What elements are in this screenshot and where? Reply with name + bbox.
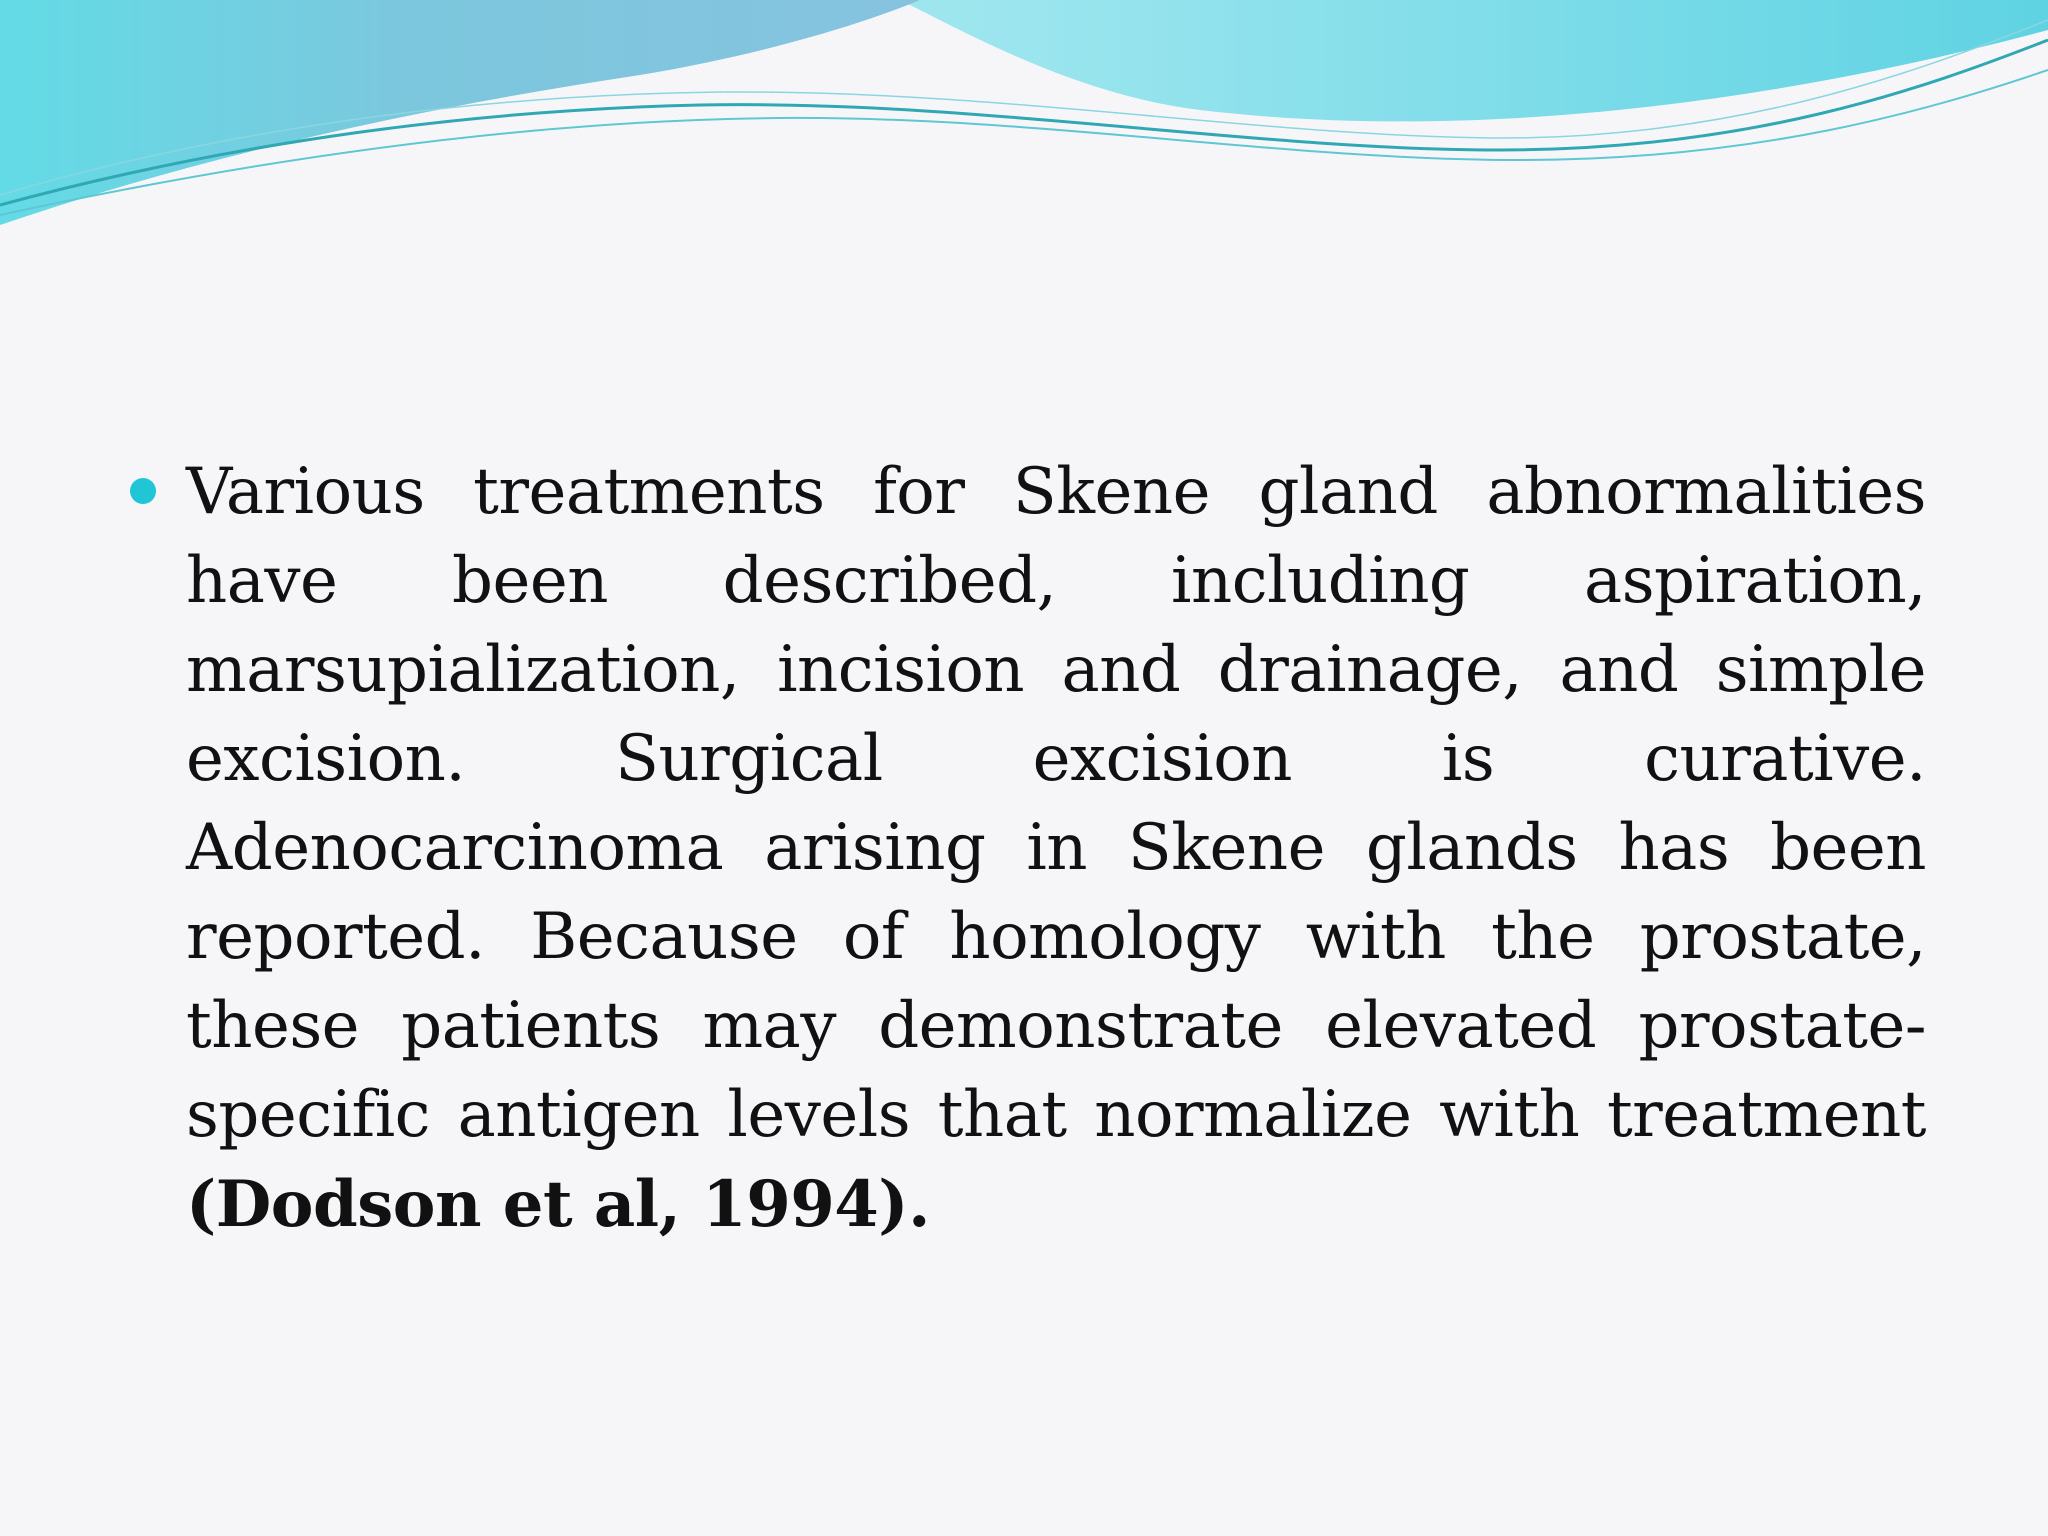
bullet-text — [186, 448, 1926, 1250]
citation: (Dodson et al, 1994). — [186, 1167, 930, 1242]
bullet-icon — [130, 478, 156, 504]
bullet-body-text: Various treatments for Skene gland abnormalities have been described, including aspiration, marsupialization, incision and drainage, and simple excision. Surgical excision is curative. Adenocarcinoma arising in Skene glands has been reported. Because of homology with the prostate, these patients may demonstrate elevated prostate-specific antigen levels that normalize with treatment — [186, 455, 1926, 1152]
slide-content — [126, 448, 1926, 1250]
wave-header-decoration — [0, 0, 2048, 260]
bullet-item — [126, 448, 1926, 1250]
